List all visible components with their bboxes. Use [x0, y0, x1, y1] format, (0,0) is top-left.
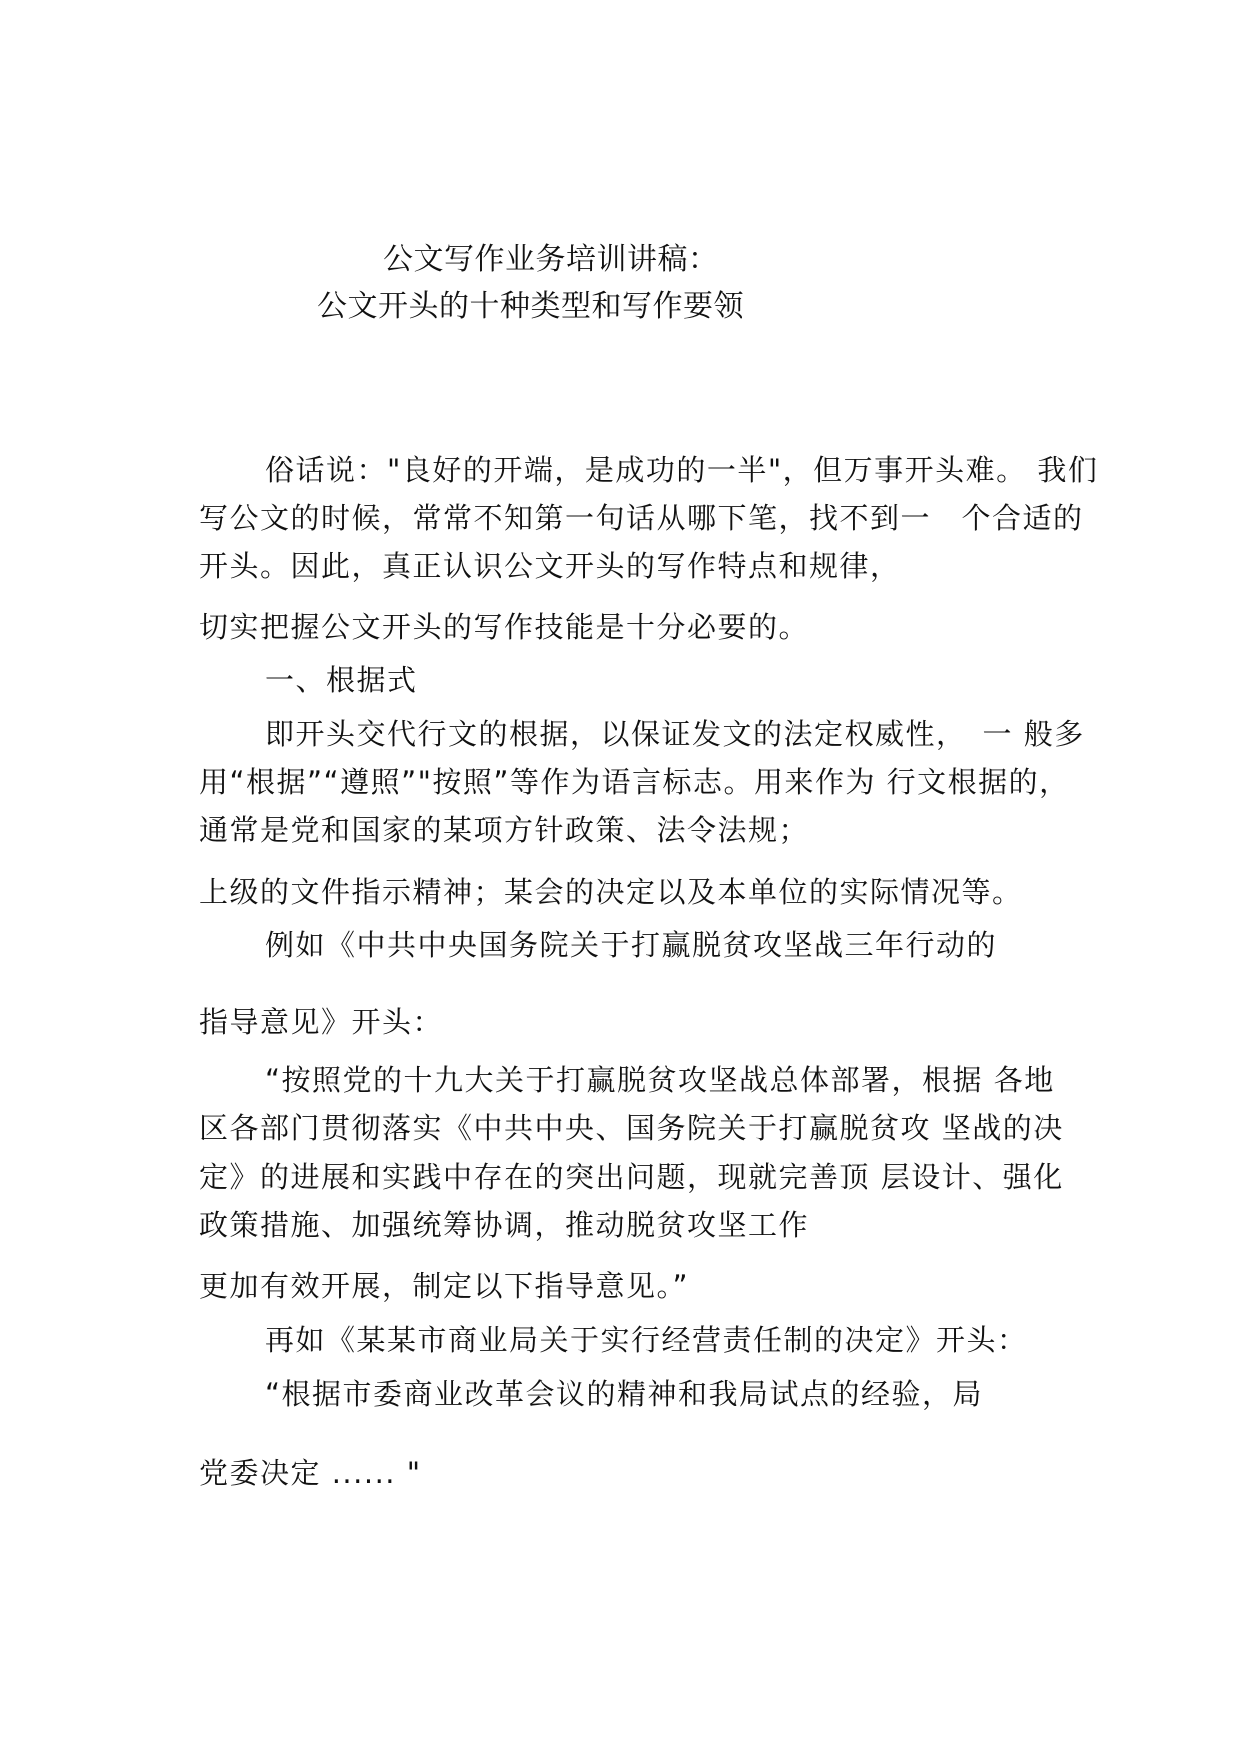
example1-intro-line-2: 指导意见》开头： [199, 1005, 444, 1039]
intro-line-3: 开头。因此，真正认识公文开头的写作特点和规律， [199, 549, 901, 583]
example2-quote-line-2: 党委决定 ...... " [199, 1456, 422, 1490]
example1-quote-line-5: 更加有效开展，制定以下指导意见。” [199, 1269, 690, 1303]
section-para-line-1: 即开头交代行文的根据，以保证发文的法定权威性， 一 般多 [265, 717, 1085, 751]
intro-line-4: 切实把握公文开头的写作技能是十分必要的。 [199, 610, 810, 644]
example2-intro: 再如《某某市商业局关于实行经营责任制的决定》开头： [265, 1323, 1028, 1357]
intro-line-2: 写公文的时候，常常不知第一句话从哪下笔，找不到一 个合适的 [199, 501, 1084, 535]
document-title-line-1: 公文写作业务培训讲稿： [383, 242, 719, 277]
example1-quote-line-2: 区各部门贯彻落实《中共中央、国务院关于打赢脱贫攻 坚战的决 [199, 1111, 1064, 1145]
document-title-line-2: 公文开头的十种类型和写作要领 [317, 289, 744, 324]
section-para-line-2: 用“根据”“遵照”"按照”等作为语言标志。用来作为 行文根据的， [199, 765, 1070, 799]
example1-quote-line-3: 定》的进展和实践中存在的突出问题，现就完善顶 层设计、强化 [199, 1160, 1064, 1194]
example1-quote-line-1: “按照党的十九大关于打赢脱贫攻坚战总体部署，根据 各地 [265, 1063, 1055, 1097]
section-para-line-3: 通常是党和国家的某项方针政策、法令法规； [199, 813, 810, 847]
example1-quote-line-4: 政策措施、加强统筹协调，推动脱贫攻坚工作 [199, 1208, 810, 1242]
intro-line-1: 俗话说："良好的开端，是成功的一半"，但万事开头难。 我们 [265, 453, 1099, 487]
section-para-line-4: 上级的文件指示精神；某会的决定以及本单位的实际情况等。 [199, 875, 1023, 909]
example1-intro-line-1: 例如《中共中央国务院关于打赢脱贫攻坚战三年行动的 [265, 928, 998, 962]
section-heading: 一、根据式 [265, 663, 418, 697]
example2-quote-line-1: “根据市委商业改革会议的精神和我局试点的经验，局 [265, 1377, 984, 1411]
